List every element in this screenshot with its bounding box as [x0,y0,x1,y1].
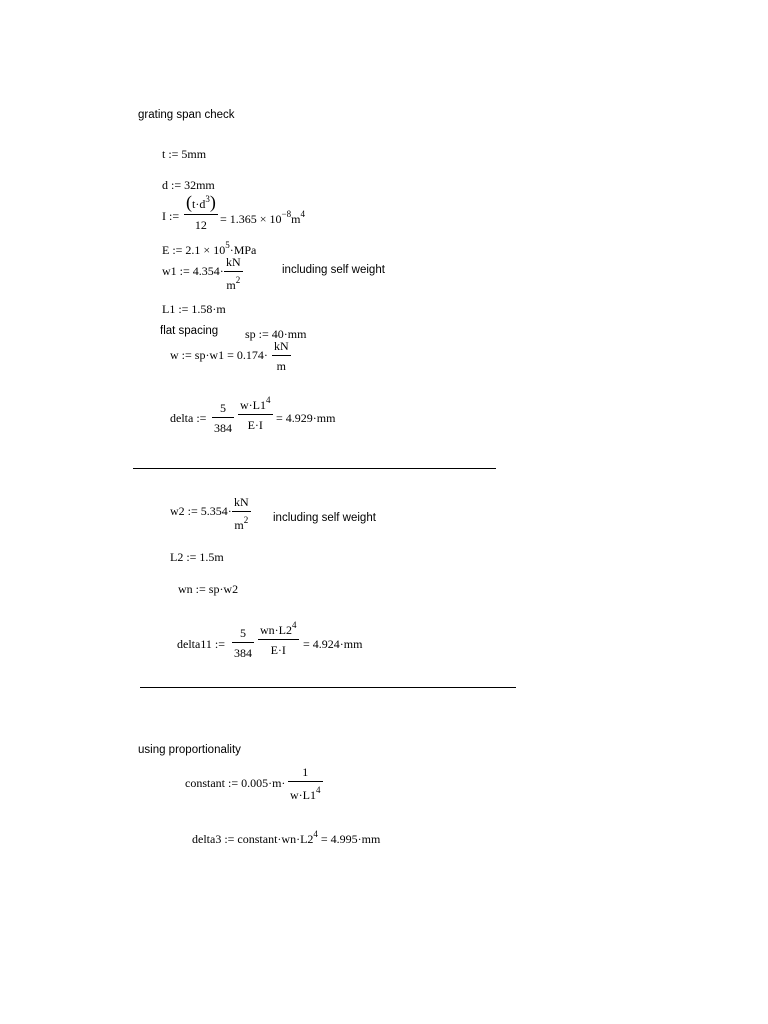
delta11-lhs: delta11 := [177,637,225,651]
w-unit-den: m [276,359,286,373]
section-title: grating span check [138,109,235,121]
I-lhs: I := [162,209,180,223]
delta-frac2-num: w·L1 [240,398,266,412]
w1-unit-fraction [224,256,243,291]
constant-den-exp: 4 [316,785,321,795]
delta11-frac1-den: 384 [234,646,252,660]
delta11-frac2-num-exp: 4 [292,620,297,630]
t-definition: t := 5mm [162,147,207,161]
delta-frac1 [212,402,234,434]
constant-lhs: constant := 0.005·m· [185,776,286,790]
constant-fraction [288,766,323,801]
I-num-t: t [192,197,196,211]
d-definition: d := 32mm [162,178,215,192]
I-result-text: = 1.365 × 10 [220,212,282,226]
I-fraction: $(t\cdot d^3)$ 12 [186,192,216,232]
I-num-d: ·d [195,197,206,211]
proportionality-label: using proportionality [138,744,241,756]
delta-frac2 [238,396,273,431]
constant-den: w·L1 [290,788,316,802]
w2-unit-den-exp: 2 [243,515,249,525]
section-divider [133,468,496,469]
w-unit-num: kN [274,339,289,353]
w1-unit-den-exp: 2 [235,275,241,285]
L1-definition: L1 := 1.58·m [162,302,226,316]
I-num-exp: 3 [205,194,210,204]
section-divider [140,687,516,688]
E-text: E := 2.1 × 10 [162,243,226,257]
L2-definition: L2 := 1.5m [170,550,224,564]
E-unit: ·MPa [229,243,257,257]
delta11-frac2-den: E·I [270,643,286,657]
flat-spacing-label: flat spacing [160,325,219,337]
w-unit-fraction [272,340,291,372]
delta3-exp: 4 [313,829,318,839]
I-result-exp: −8 [281,209,292,219]
sp-definition: sp := 40·mm [245,327,307,341]
delta11-frac2-num: wn·L2 [260,623,292,637]
w1-note: including self weight [282,264,385,276]
delta-result: = 4.929·mm [276,411,336,425]
delta-frac1-den: 384 [214,421,232,435]
delta11-frac1-num: 5 [240,626,246,640]
delta3-definition [192,830,380,845]
delta-frac2-num-exp: 4 [266,395,271,405]
delta-frac1-num: 5 [220,401,226,415]
w2-unit-fraction [232,496,251,531]
delta3-result: = 4.995·mm [320,832,381,846]
w1-lhs: w1 := 4.354· [162,264,224,278]
w2-unit-den: m [234,518,244,532]
delta11-frac2 [258,621,299,656]
I-den: 12 [194,218,207,232]
w2-note: including self weight [273,512,376,524]
delta11-frac1 [232,627,254,659]
w2-lhs: w2 := 5.354· [170,504,232,518]
E-definition [162,241,256,256]
w-lhs: w := sp·w1 = 0.174· [170,348,268,362]
delta3-text: delta3 := constant·wn·L2 [192,832,314,846]
E-exp: 5 [225,240,230,250]
constant-num: 1 [302,765,309,779]
w1-unit-num: kN [226,255,241,269]
wn-definition: wn := sp·w2 [178,582,239,596]
w1-unit-den: m [226,278,236,292]
w2-unit-num: kN [234,495,249,509]
delta11-result: = 4.924·mm [303,637,363,651]
delta-lhs: delta := [170,411,207,425]
I-result [220,210,305,225]
delta-frac2-den: E·I [247,418,263,432]
I-unit-exp: 4 [300,209,305,219]
I-unit: m [291,212,301,226]
